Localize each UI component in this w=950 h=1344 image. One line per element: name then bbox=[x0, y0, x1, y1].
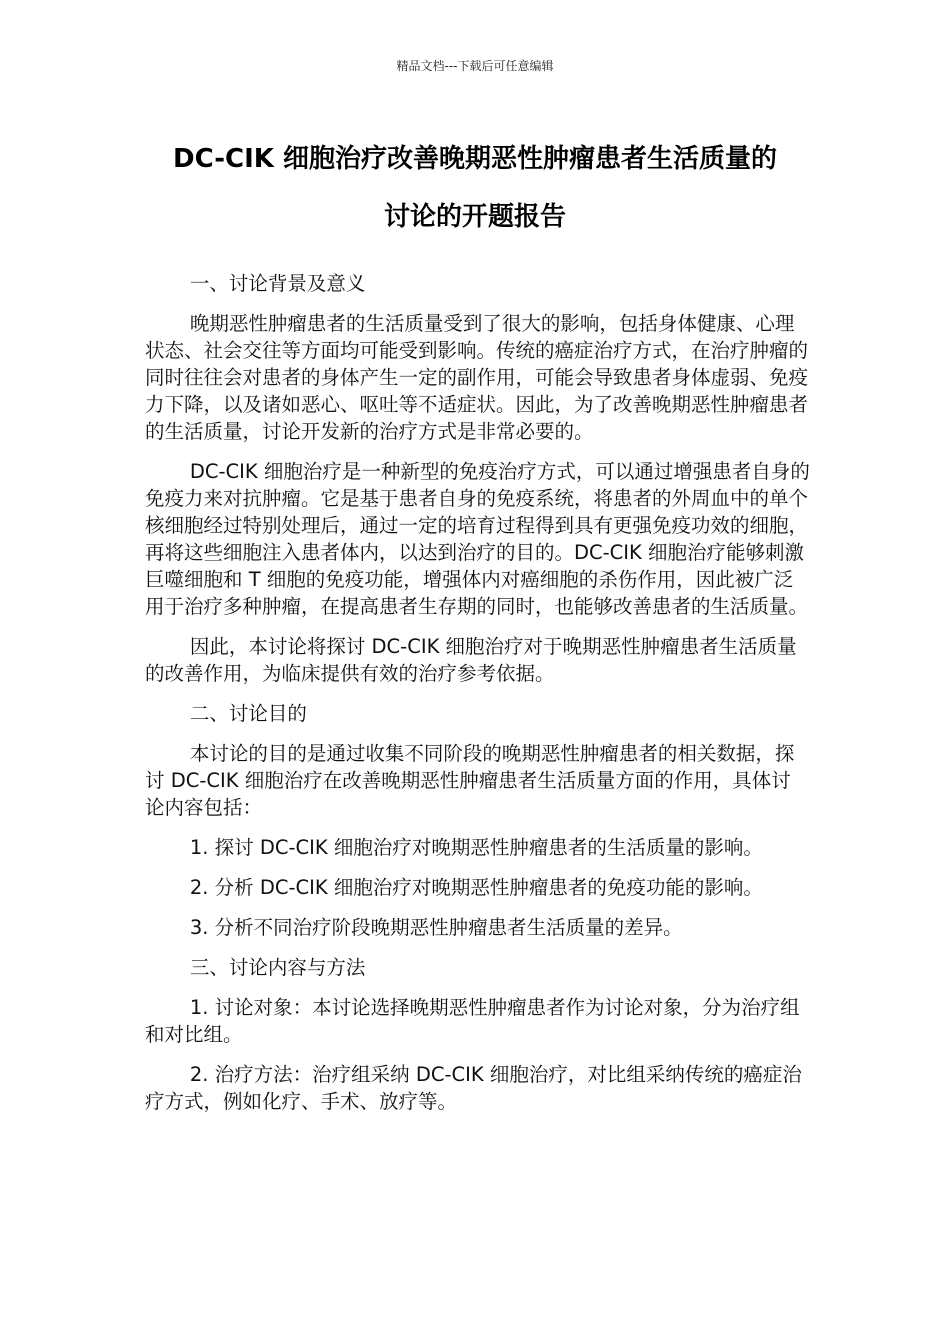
section-heading-methods: 三、讨论内容与方法 bbox=[189, 956, 366, 979]
paragraph-purpose: 本讨论的目的是通过收集不同阶段的晚期恶性肿瘤患者的相关数据，探讨 DC-CIK 细胞治疗在改善晚期恶性肿瘤患者生活质量方面的作用，具体讨论内容包括： bbox=[145, 742, 795, 819]
list-item-methods-2: 2. 治疗方法：治疗组采纳 DC-CIK 细胞治疗，对比组采纳传统的癌症治疗方式，例如化疗、手术、放疗等。 bbox=[145, 1063, 802, 1113]
document-title-line2: 讨论的开题报告 bbox=[383, 202, 566, 232]
list-item-purpose-2: 2. 分析 DC-CIK 细胞治疗对晚期恶性肿瘤患者的免疫功能的影响。 bbox=[189, 876, 763, 899]
section-heading-background: 一、讨论背景及意义 bbox=[189, 272, 366, 295]
list-item-purpose-1: 1. 探讨 DC-CIK 细胞治疗对晚期恶性肿瘤患者的生活质量的影响。 bbox=[189, 836, 763, 859]
paragraph-background-1: 晚期恶性肿瘤患者的生活质量受到了很大的影响，包括身体健康、心理状态、社会交往等方面均可能受到影响。传统的癌症治疗方式，在治疗肿瘤的同时往往会对患者的身体产生一定的副作用，可能会导致患者身体虚弱、免疫力下降，以及诸如恶心、呕吐等不适症状。因此，为了改善晚期恶性肿瘤患者的生活质量，讨论开发新的治疗方式是非常必要的。 bbox=[145, 312, 809, 443]
document-body bbox=[145, 270, 810, 1128]
paragraph-background-2: DC-CIK 细胞治疗是一种新型的免疫治疗方式，可以通过增强患者自身的免疫力来对抗肿瘤。它是基于患者自身的免疫系统，将患者的外周血中的单个核细胞经过特别处理后，通过一定的培育过程得到具有更强免疫功效的细胞，再将这些细胞注入患者体内，以达到治疗的目的。DC-CIK 细胞治疗能够刺激巨噬细胞和 T 细胞的免疫功能，增强体内对癌细胞的杀伤作用，因此被广泛用于治疗多种肿瘤，在提高患者生存期的同时，也能够改善患者的生活质量。 bbox=[145, 460, 810, 618]
list-item-purpose-3: 3. 分析不同治疗阶段晚期恶性肿瘤患者生活质量的差异。 bbox=[189, 916, 683, 939]
document-title-line1: DC-CIK 细胞治疗改善晚期恶性肿瘤患者生活质量的 bbox=[172, 144, 777, 174]
list-item-methods-1: 1. 讨论对象：本讨论选择晚期恶性肿瘤患者作为讨论对象，分为治疗组和对比组。 bbox=[145, 996, 800, 1046]
header-note: 精品文档---下载后可任意编辑 bbox=[396, 59, 554, 73]
section-heading-purpose: 二、讨论目的 bbox=[189, 702, 307, 725]
paragraph-background-3: 因此，本讨论将探讨 DC-CIK 细胞治疗对于晚期恶性肿瘤患者生活质量的改善作用，为临床提供有效的治疗参考依据。 bbox=[145, 635, 797, 685]
